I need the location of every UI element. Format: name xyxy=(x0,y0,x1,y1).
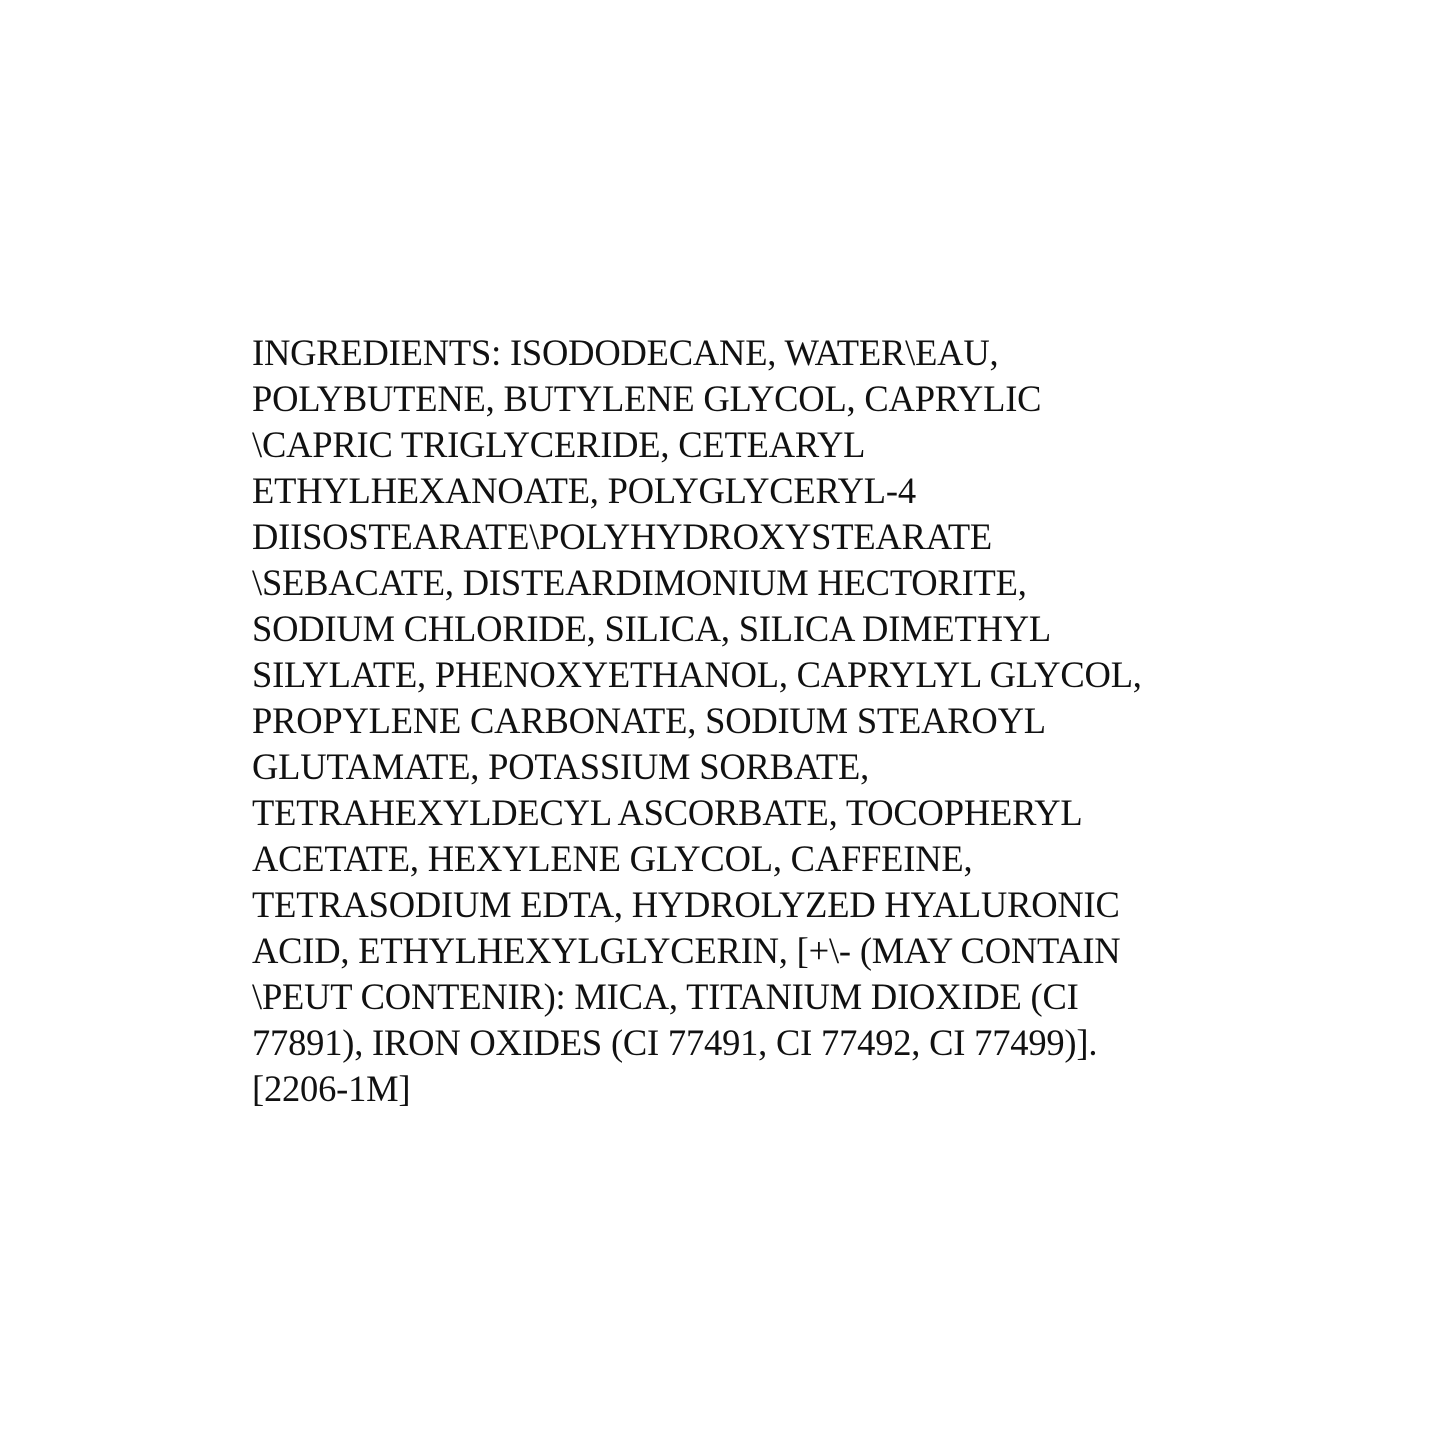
ingredients-line: TETRASODIUM EDTA, HYDROLYZED HYALURONIC xyxy=(252,884,1120,925)
ingredients-line: \PEUT CONTENIR): MICA, TITANIUM DIOXIDE (CI xyxy=(252,976,1079,1017)
batch-code: [2206-1M] xyxy=(252,1068,411,1109)
ingredients-line: 77891), IRON OXIDES (CI 77491, CI 77492, CI 77499)]. xyxy=(252,1022,1098,1063)
ingredients-line: GLUTAMATE, POTASSIUM SORBATE, xyxy=(252,746,870,787)
ingredients-line: ETHYLHEXANOATE, POLYGLYCERYL-4 xyxy=(252,470,916,511)
ingredients-list xyxy=(252,330,1252,1112)
ingredients-line: INGREDIENTS: ISODODECANE, WATER\EAU, xyxy=(252,332,999,373)
ingredients-line: TETRAHEXYLDECYL ASCORBATE, TOCOPHERYL xyxy=(252,792,1083,833)
ingredients-line: ACETATE, HEXYLENE GLYCOL, CAFFEINE, xyxy=(252,838,973,879)
ingredients-line: \SEBACATE, DISTEARDIMONIUM HECTORITE, xyxy=(252,562,1027,603)
ingredients-line: SILYLATE, PHENOXYETHANOL, CAPRYLYL GLYCOL, xyxy=(252,654,1142,695)
ingredients-line: ACID, ETHYLHEXYLGLYCERIN, [+\- (MAY CONTAIN xyxy=(252,930,1121,971)
ingredients-line: \CAPRIC TRIGLYCERIDE, CETEARYL xyxy=(252,424,866,465)
ingredients-line: DIISOSTEARATE\POLYHYDROXYSTEARATE xyxy=(252,516,993,557)
ingredients-line: PROPYLENE CARBONATE, SODIUM STEAROYL xyxy=(252,700,1046,741)
ingredients-line: POLYBUTENE, BUTYLENE GLYCOL, CAPRYLIC xyxy=(252,378,1042,419)
ingredients-line: SODIUM CHLORIDE, SILICA, SILICA DIMETHYL xyxy=(252,608,1052,649)
